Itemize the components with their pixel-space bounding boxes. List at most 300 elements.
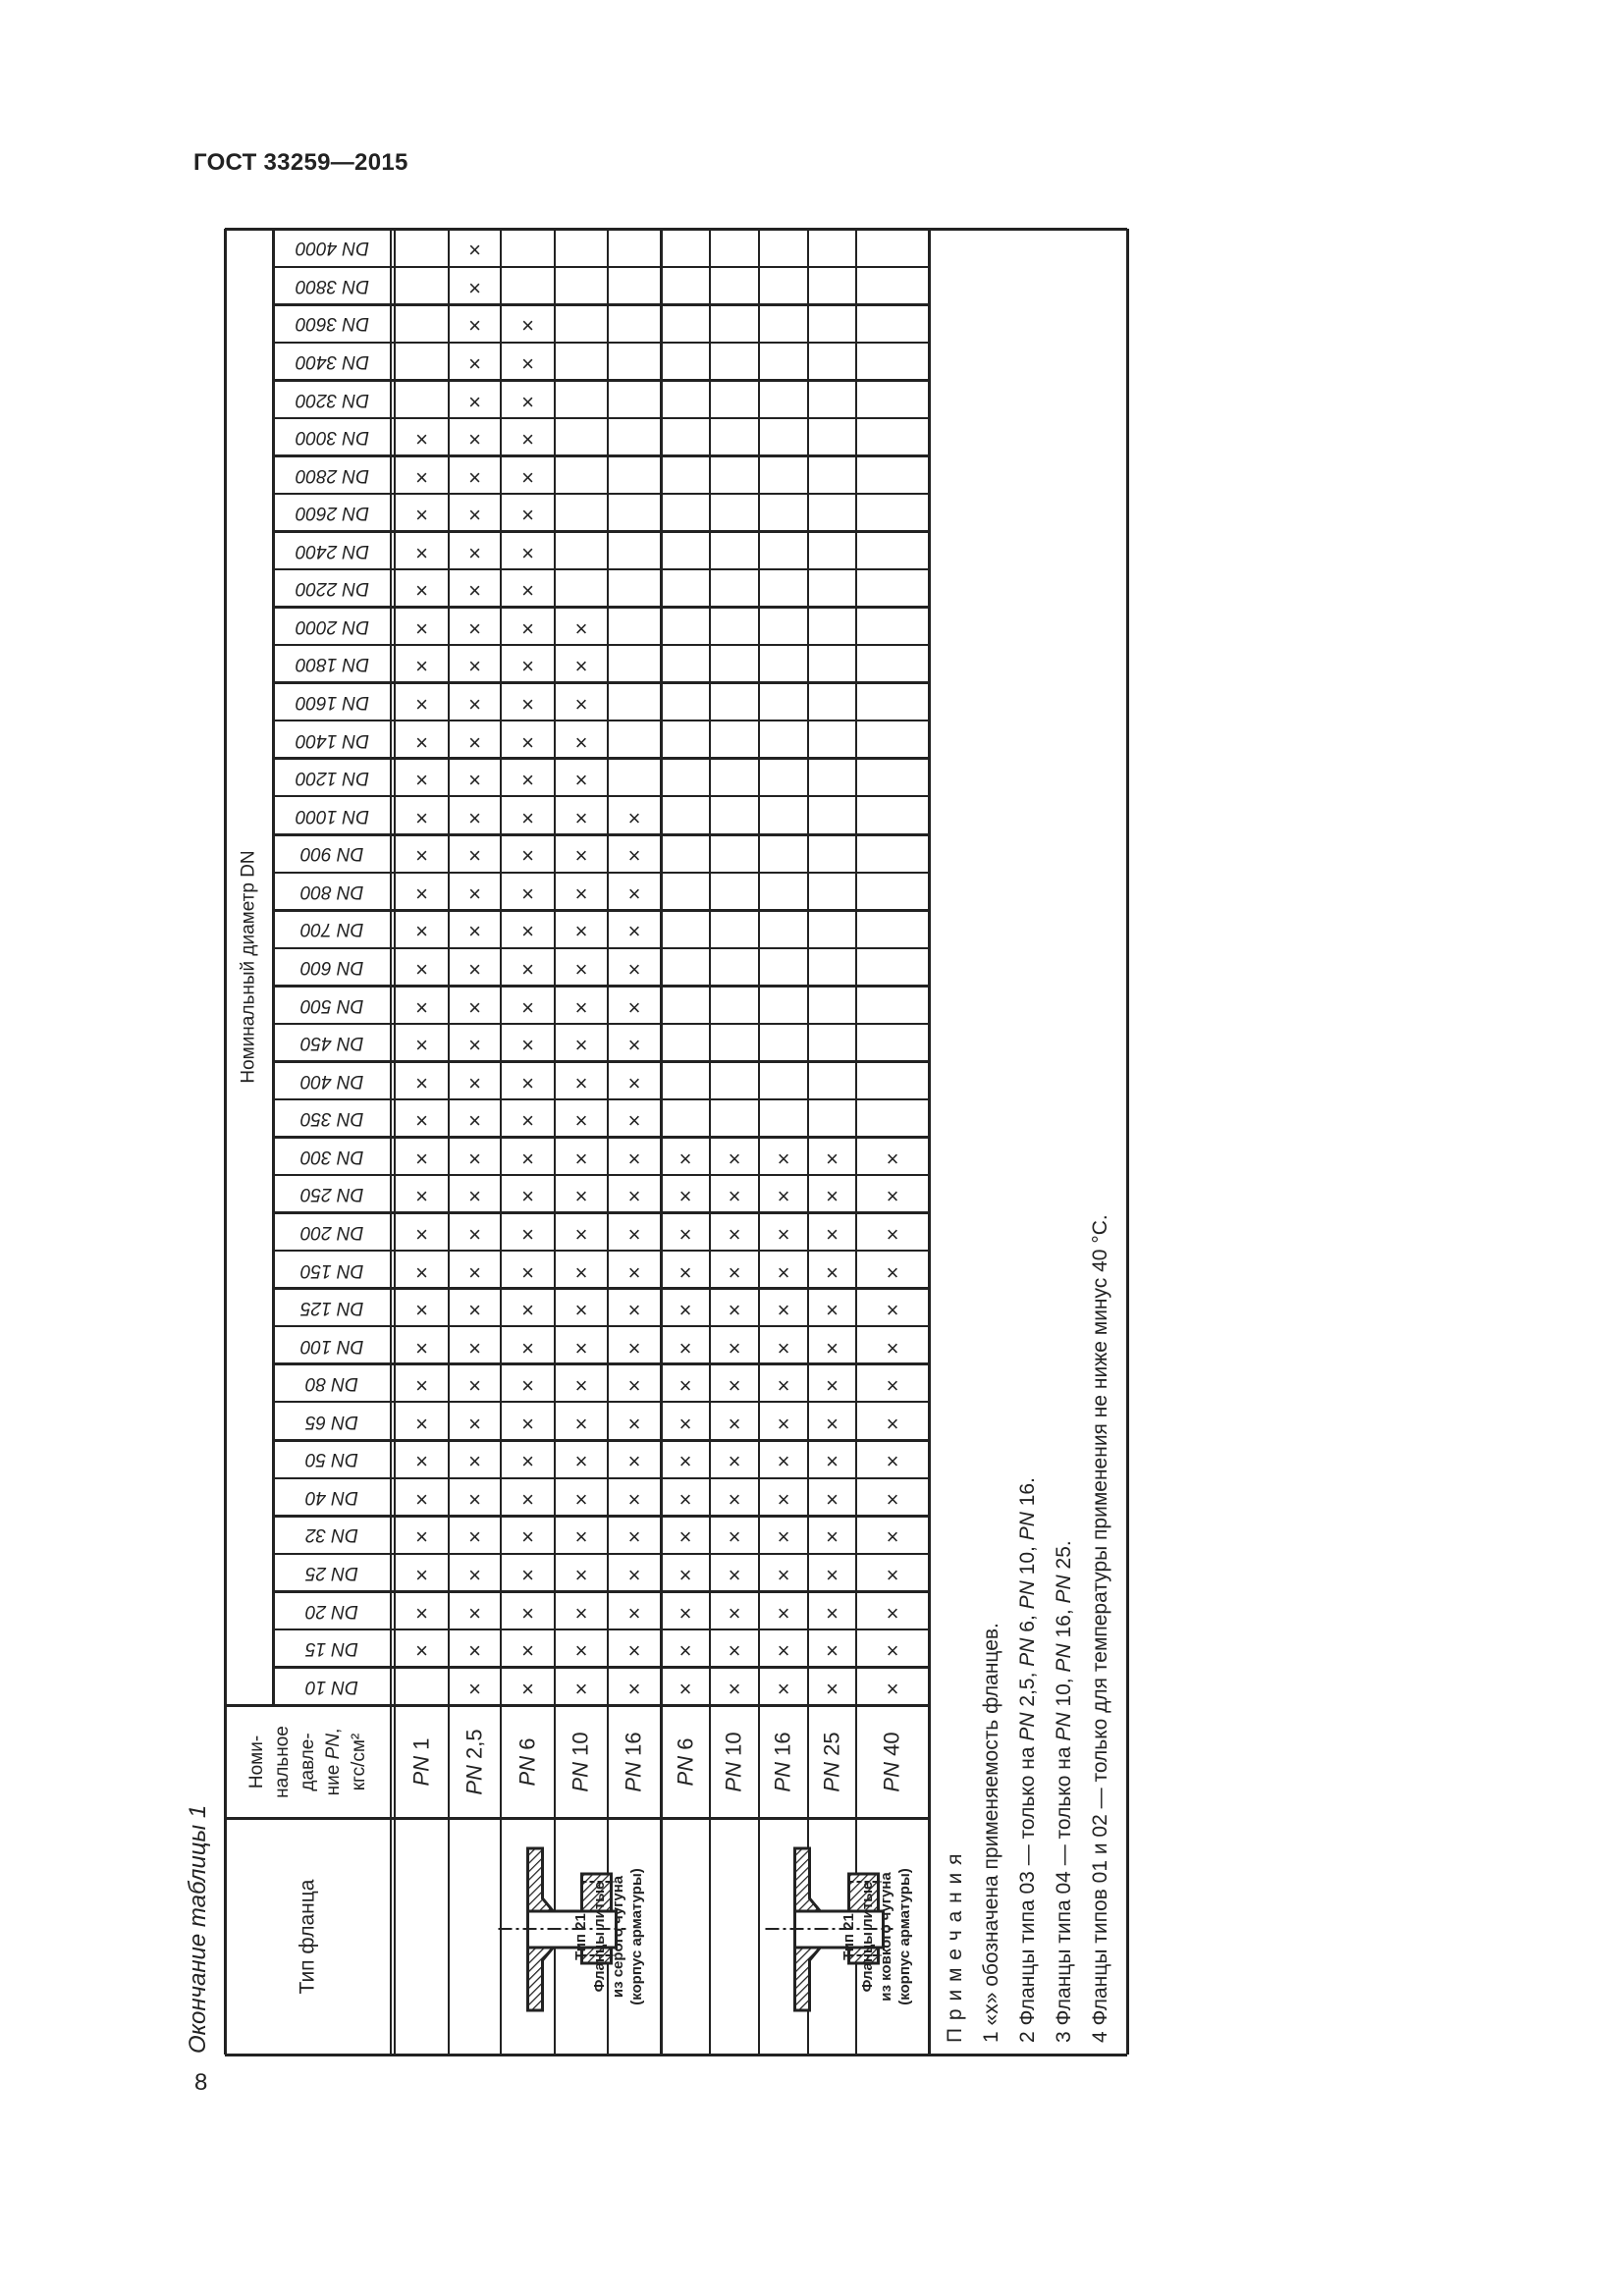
pn-label: PN 10 [568,1731,593,1792]
applicability-mark: × [521,805,534,830]
applicability-mark: × [468,843,481,869]
applicability-mark: × [521,1033,534,1058]
applicability-mark: × [678,1563,692,1588]
applicability-mark: × [415,1221,428,1247]
applicability-mark: × [678,1638,692,1664]
dn-label: DN 15 [305,1638,358,1660]
pn-label: PN 10 [722,1731,746,1792]
applicability-mark: × [627,1373,641,1399]
applicability-mark: × [826,1146,839,1171]
applicability-mark: × [678,1298,692,1323]
applicability-mark: × [627,1184,641,1209]
applicability-mark: × [777,1373,790,1399]
applicability-mark: × [415,427,428,453]
applicability-mark: × [415,503,428,528]
applicability-mark: × [415,1373,428,1399]
applicability-mark: × [777,1184,790,1209]
applicability-mark: × [826,1298,839,1323]
applicability-mark: × [627,881,641,906]
applicability-mark: × [468,729,481,755]
dn-label: DN 25 [305,1563,358,1584]
applicability-mark: × [826,1676,839,1701]
applicability-mark: × [468,464,481,490]
applicability-mark: × [468,805,481,830]
applicability-mark: × [678,1676,692,1701]
applicability-mark: × [521,994,534,1020]
applicability-mark: × [468,1373,481,1399]
applicability-mark: × [415,805,428,830]
applicability-mark: × [886,1221,899,1247]
applicability-mark: × [678,1600,692,1626]
applicability-mark: × [415,1486,428,1512]
dn-label: DN 2600 [295,503,369,524]
applicability-mark: × [574,1184,588,1209]
applicability-mark: × [886,1600,899,1626]
applicability-mark: × [468,540,481,565]
applicability-mark: × [468,1335,481,1361]
applicability-mark: × [886,1259,899,1285]
dn-label: DN 300 [299,1146,364,1167]
applicability-mark: × [728,1146,741,1171]
flange-type-caption: Тип 21 Фланцы литые из серого чугуна (корпус арматуры) [572,1867,646,2005]
applicability-mark: × [521,768,534,793]
applicability-mark: × [574,654,588,679]
dn-label: DN 800 [299,881,364,902]
applicability-mark: × [521,1449,534,1474]
applicability-mark: × [468,881,481,906]
applicability-mark: × [777,1146,790,1171]
applicability-mark: × [521,654,534,679]
applicability-mark: × [574,692,588,718]
applicability-mark: × [415,1600,428,1626]
applicability-mark: × [627,1486,641,1512]
applicability-mark: × [415,1524,428,1550]
applicability-mark: × [627,1449,641,1474]
applicability-mark: × [468,1486,481,1512]
note-item: 4 Фланцы типов 01 и 02 — только для температуры применения не ниже минус 40 °С. [1089,1214,1111,2043]
applicability-mark: × [415,1335,428,1361]
pn-label: PN 25 [819,1731,844,1792]
applicability-mark: × [574,1335,588,1361]
applicability-mark: × [886,1373,899,1399]
dn-label: DN 2400 [295,540,369,561]
applicability-mark: × [468,919,481,944]
applicability-mark: × [574,1259,588,1285]
applicability-mark: × [468,994,481,1020]
applicability-mark: × [728,1335,741,1361]
dn-label: DN 500 [299,994,364,1016]
applicability-mark: × [521,1563,534,1588]
applicability-mark: × [468,275,481,300]
applicability-mark: × [415,578,428,604]
applicability-mark: × [777,1486,790,1512]
applicability-mark: × [415,615,428,641]
applicability-mark: × [468,1033,481,1058]
applicability-mark: × [574,1411,588,1436]
pn-label: PN 2,5 [461,1728,487,1795]
applicability-mark: × [777,1449,790,1474]
dn-label: DN 40 [305,1486,358,1508]
applicability-mark: × [777,1600,790,1626]
pn-label: PN 16 [622,1731,646,1792]
applicability-mark: × [627,994,641,1020]
applicability-mark: × [415,919,428,944]
applicability-mark: × [728,1486,741,1512]
applicability-mark: × [468,1070,481,1095]
dn-label: DN 1400 [295,729,369,751]
note-item: 1 «х» обозначена применяемость фланцев. [980,1623,1002,2043]
applicability-mark: × [826,1638,839,1664]
applicability-mark: × [886,1146,899,1171]
applicability-mark: × [468,313,481,339]
applicability-mark: × [468,578,481,604]
applicability-mark: × [415,1033,428,1058]
pressure-header: Номи- нальное давле- ние PN, кгс/см² [245,1725,369,1798]
applicability-mark: × [728,1259,741,1285]
applicability-mark: × [777,1524,790,1550]
applicability-mark: × [678,1486,692,1512]
applicability-mark: × [678,1373,692,1399]
pn-label: PN 1 [408,1737,434,1786]
applicability-mark: × [521,1108,534,1134]
applicability-mark: × [415,654,428,679]
flange-type-header: Тип фланца [296,1879,319,1994]
applicability-mark: × [574,1070,588,1095]
applicability-mark: × [728,1221,741,1247]
applicability-mark: × [521,1221,534,1247]
applicability-mark: × [521,843,534,869]
applicability-mark: × [521,578,534,604]
applicability-mark: × [574,1146,588,1171]
applicability-mark: × [826,1600,839,1626]
pn-label: PN 40 [880,1731,904,1792]
applicability-mark: × [521,1411,534,1436]
applicability-mark: × [574,768,588,793]
applicability-mark: × [886,1676,899,1701]
applicability-mark: × [728,1638,741,1664]
applicability-mark: × [574,1638,588,1664]
applicability-mark: × [886,1638,899,1664]
applicability-mark: × [415,1411,428,1436]
applicability-mark: × [627,1259,641,1285]
applicability-mark: × [468,1524,481,1550]
dn-label: DN 3600 [295,313,369,335]
applicability-mark: × [415,1070,428,1095]
applicability-mark: × [415,843,428,869]
applicability-mark: × [574,994,588,1020]
applicability-mark: × [826,1221,839,1247]
applicability-mark: × [826,1486,839,1512]
applicability-mark: × [678,1411,692,1436]
applicability-mark: × [415,1259,428,1285]
applicability-mark: × [521,1070,534,1095]
applicability-mark: × [415,1146,428,1171]
applicability-mark: × [627,843,641,869]
applicability-mark: × [574,729,588,755]
applicability-mark: × [826,1449,839,1474]
dn-header: Номинальный диаметр DN [238,850,259,1084]
applicability-mark: × [627,1033,641,1058]
applicability-mark: × [574,1449,588,1474]
applicability-mark: × [468,1676,481,1701]
applicability-mark: × [468,238,481,263]
applicability-mark: × [886,1449,899,1474]
dn-label: DN 3000 [295,427,369,449]
applicability-mark: × [415,994,428,1020]
applicability-mark: × [468,615,481,641]
applicability-mark: × [777,1411,790,1436]
applicability-mark: × [468,1449,481,1474]
applicability-mark: × [678,1449,692,1474]
applicability-mark: × [728,1676,741,1701]
applicability-mark: × [574,881,588,906]
applicability-mark: × [468,1638,481,1664]
applicability-mark: × [678,1335,692,1361]
note-item: 3 Фланцы типа 04 — только на PN 10, PN 16, PN 25. [1053,1540,1075,2043]
applicability-mark: × [574,1563,588,1588]
flange-type-caption: Тип 21 Фланцы литые из ковкого чугуна (корпус арматуры) [839,1867,913,2005]
dn-label: DN 150 [299,1259,364,1281]
applicability-mark: × [521,1486,534,1512]
applicability-mark: × [521,957,534,982]
applicability-mark: × [886,1524,899,1550]
applicability-mark: × [415,881,428,906]
applicability-mark: × [521,427,534,453]
applicability-mark: × [415,1108,428,1134]
dn-label: DN 65 [305,1411,358,1432]
applicability-mark: × [468,1259,481,1285]
applicability-mark: × [521,615,534,641]
applicability-mark: × [521,1146,534,1171]
applicability-mark: × [574,615,588,641]
applicability-mark: × [826,1335,839,1361]
applicability-mark: × [886,1184,899,1209]
applicability-mark: × [574,1298,588,1323]
applicability-mark: × [468,768,481,793]
table-caption: Окончание таблицы 1 [185,1804,211,2054]
applicability-mark: × [468,1600,481,1626]
applicability-mark: × [777,1298,790,1323]
dn-label: DN 100 [299,1335,364,1357]
applicability-mark: × [521,692,534,718]
notes-block [937,256,1119,2043]
applicability-mark: × [777,1563,790,1588]
dn-label: DN 600 [299,956,364,978]
pn-label: PN 6 [672,1737,697,1786]
applicability-mark: × [468,957,481,982]
applicability-mark: × [468,389,481,414]
applicability-mark: × [627,805,641,830]
applicability-mark: × [777,1259,790,1285]
applicability-mark: × [826,1184,839,1209]
applicability-mark: × [468,1108,481,1134]
applicability-mark: × [574,1221,588,1247]
applicability-mark: × [415,1184,428,1209]
applicability-mark: × [574,843,588,869]
dn-label: DN 1200 [295,768,369,789]
applicability-mark: × [521,389,534,414]
applicability-mark: × [627,1298,641,1323]
applicability-mark: × [521,1638,534,1664]
dn-label: DN 450 [299,1033,364,1054]
applicability-mark: × [777,1221,790,1247]
applicability-mark: × [728,1563,741,1588]
pn-label: PN 6 [514,1737,540,1786]
dn-label: DN 2000 [295,615,369,637]
applicability-mark: × [886,1298,899,1323]
applicability-mark: × [521,729,534,755]
applicability-mark: × [627,1638,641,1664]
applicability-mark: × [728,1411,741,1436]
applicability-mark: × [521,1335,534,1361]
applicability-mark: × [521,503,534,528]
applicability-mark: × [521,1524,534,1550]
applicability-mark: × [886,1486,899,1512]
applicability-mark: × [826,1411,839,1436]
dn-label: DN 3400 [295,350,369,372]
applicability-mark: × [627,957,641,982]
applicability-mark: × [521,1373,534,1399]
dn-label: DN 700 [299,919,364,940]
applicability-mark: × [574,1373,588,1399]
applicability-mark: × [574,957,588,982]
dn-label: DN 1600 [295,692,369,714]
applicability-mark: × [521,540,534,565]
applicability-mark: × [468,1563,481,1588]
applicability-mark: × [574,1033,588,1058]
document-title: ГОСТ 33259—2015 [193,149,408,176]
applicability-mark: × [521,313,534,339]
applicability-mark: × [777,1335,790,1361]
applicability-mark: × [521,1600,534,1626]
applicability-mark: × [627,1108,641,1134]
applicability-mark: × [521,464,534,490]
applicability-mark: × [574,1108,588,1134]
applicability-mark: × [728,1524,741,1550]
applicability-mark: × [468,1221,481,1247]
applicability-mark: × [468,1184,481,1209]
applicability-mark: × [574,1524,588,1550]
dn-label: DN 900 [299,843,364,865]
applicability-mark: × [468,1146,481,1171]
applicability-mark: × [777,1638,790,1664]
applicability-mark: × [627,919,641,944]
dn-label: DN 1000 [295,805,369,827]
applicability-mark: × [415,1638,428,1664]
applicability-mark: × [468,692,481,718]
applicability-mark: × [521,919,534,944]
applicability-mark: × [574,805,588,830]
dn-label: DN 200 [299,1221,364,1243]
applicability-mark: × [415,729,428,755]
applicability-mark: × [468,350,481,376]
applicability-mark: × [826,1373,839,1399]
applicability-mark: × [415,1563,428,1588]
applicability-mark: × [886,1563,899,1588]
dn-label: DN 250 [299,1184,364,1205]
applicability-mark: × [574,919,588,944]
applicability-mark: × [468,654,481,679]
dn-label: DN 2800 [295,464,369,486]
grid-line-v [1126,229,1129,2055]
applicability-mark: × [678,1259,692,1285]
applicability-mark: × [415,768,428,793]
applicability-mark: × [521,1298,534,1323]
applicability-mark: × [826,1524,839,1550]
applicability-mark: × [627,1221,641,1247]
applicability-mark: × [678,1221,692,1247]
applicability-mark: × [521,1184,534,1209]
applicability-mark: × [521,1259,534,1285]
dn-label: DN 32 [305,1524,358,1546]
applicability-mark: × [678,1184,692,1209]
applicability-mark: × [627,1563,641,1588]
applicability-mark: × [826,1563,839,1588]
dn-label: DN 3200 [295,389,369,410]
dn-label: DN 4000 [295,238,369,259]
dn-label: DN 2200 [295,578,369,600]
applicability-mark: × [521,350,534,376]
applicability-mark: × [678,1146,692,1171]
applicability-mark: × [777,1676,790,1701]
pn-label: PN 16 [771,1731,795,1792]
applicability-mark: × [415,692,428,718]
dn-label: DN 50 [305,1449,358,1470]
dn-label: DN 80 [305,1373,358,1395]
applicability-mark: × [468,503,481,528]
applicability-mark: × [468,1298,481,1323]
applicability-mark: × [627,1600,641,1626]
applicability-mark: × [728,1298,741,1323]
applicability-mark: × [415,540,428,565]
page-number: 8 [194,2069,208,2096]
dn-label: DN 10 [305,1676,358,1697]
applicability-mark: × [521,1676,534,1701]
applicability-mark: × [728,1600,741,1626]
applicability-mark: × [415,1298,428,1323]
applicability-mark: × [574,1486,588,1512]
applicability-mark: × [521,881,534,906]
applicability-mark: × [627,1335,641,1361]
applicability-mark: × [728,1184,741,1209]
applicability-mark: × [728,1373,741,1399]
applicability-mark: × [627,1146,641,1171]
dn-label: DN 1800 [295,654,369,675]
applicability-mark: × [627,1524,641,1550]
applicability-mark: × [468,1411,481,1436]
applicability-mark: × [886,1335,899,1361]
note-item: 2 Фланцы типа 03 — только на PN 2,5, PN 6, PN 10, PN 16. [1016,1477,1039,2043]
dn-label: DN 125 [299,1298,364,1319]
applicability-mark: × [574,1600,588,1626]
dn-label: DN 3800 [295,275,369,296]
notes-title: П р и м е ч а н и я [944,1852,966,2043]
applicability-mark: × [468,427,481,453]
dn-label: DN 350 [299,1108,364,1130]
applicability-mark: × [886,1411,899,1436]
applicability-mark: × [574,1676,588,1701]
applicability-mark: × [415,1449,428,1474]
applicability-mark: × [678,1524,692,1550]
applicability-mark: × [826,1259,839,1285]
applicability-mark: × [415,957,428,982]
applicability-mark: × [627,1411,641,1436]
applicability-mark: × [415,464,428,490]
applicability-mark: × [627,1676,641,1701]
applicability-mark: × [728,1449,741,1474]
dn-label: DN 400 [299,1070,364,1092]
dn-label: DN 20 [305,1600,358,1622]
